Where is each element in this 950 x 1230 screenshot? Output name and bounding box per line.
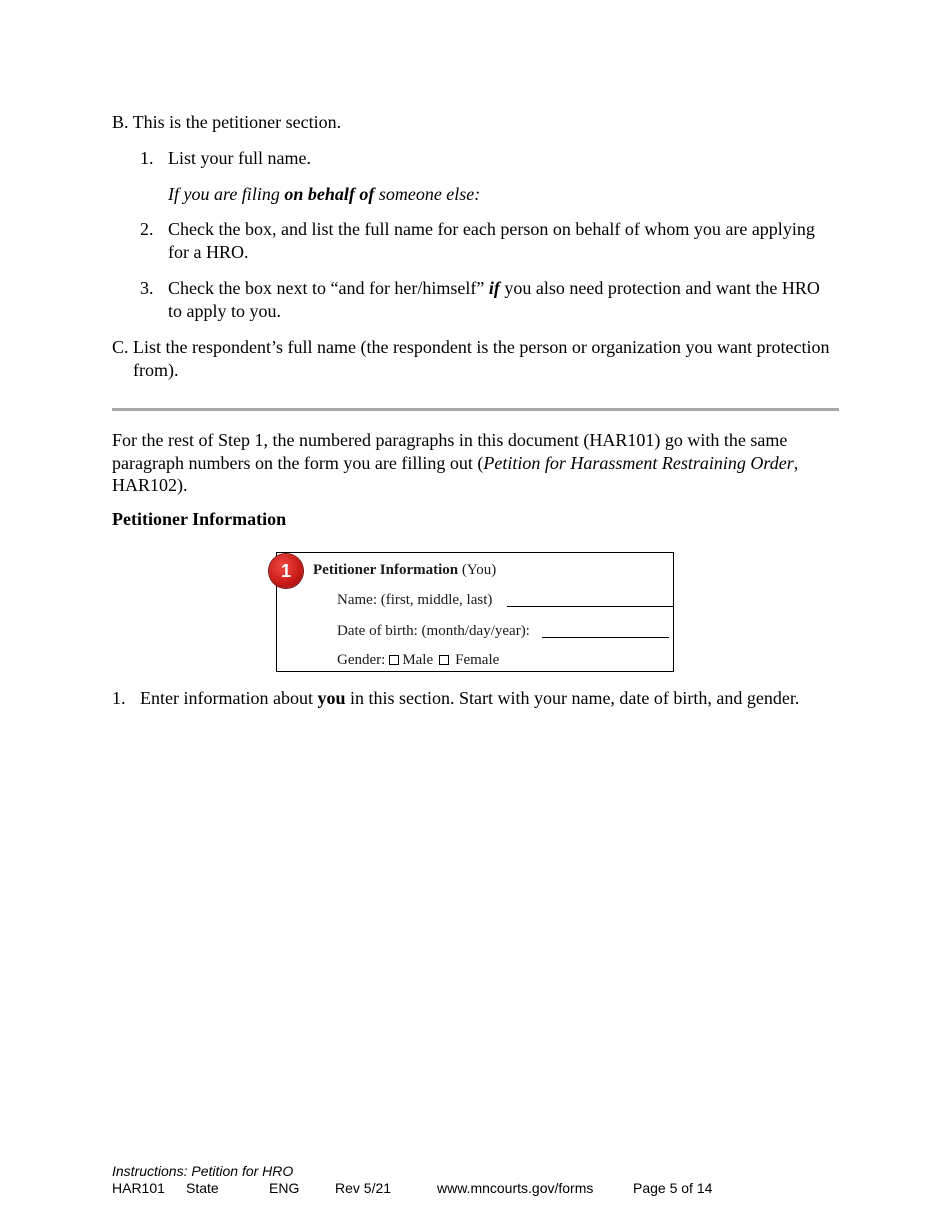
- footer-revision: Rev 5/21: [335, 1180, 392, 1196]
- intro-line2-post: ,: [793, 453, 799, 473]
- footer-page-number: Page 5 of 14: [633, 1180, 713, 1196]
- item-3-line1-post: you also need protection and want the HRO: [499, 278, 820, 298]
- footer-form-id: HAR101: [112, 1180, 165, 1196]
- form-snippet-title-rest: (You): [458, 562, 497, 578]
- item-3-number: 3.: [140, 278, 154, 298]
- instruction-1-text: [140, 687, 799, 710]
- item-2-number: 2.: [140, 219, 154, 239]
- item-3-line1-pre: Check the box next to “and for her/himself”: [168, 278, 489, 298]
- item-2-line1: Check the box, and list the full name for each person on behalf of whom you are applying: [168, 219, 815, 239]
- intro-line2-pre: paragraph numbers on the form you are filling out (: [112, 453, 484, 473]
- intro-line3: HAR102).: [112, 475, 188, 495]
- female-checkbox-icon: [439, 655, 449, 665]
- form-snippet-title: [313, 561, 496, 579]
- form-gender-label: Gender:: [337, 652, 386, 668]
- instruction-1-pre: Enter information about: [140, 688, 318, 708]
- form-name-line: [507, 606, 674, 607]
- form-gender-row: [337, 651, 499, 669]
- form-gender-male: Male: [402, 652, 434, 668]
- intro-line2: [112, 452, 798, 475]
- male-checkbox-icon: [389, 655, 399, 665]
- item-3-line2: to apply to you.: [168, 301, 281, 321]
- form-snippet-title-bold: Petitioner Information: [313, 562, 459, 578]
- form-dob-label: Date of birth: (month/day/year):: [337, 623, 530, 639]
- form-name-label: Name: (first, middle, last): [337, 592, 493, 608]
- item-1-text: List your full name.: [168, 148, 311, 168]
- form-gender-female: Female: [455, 652, 500, 668]
- item-3-line1-bold: if: [488, 278, 500, 298]
- footer-language: ENG: [269, 1180, 300, 1196]
- instruction-1-bold: you: [317, 688, 346, 708]
- footer-url[interactable]: www.mncourts.gov/forms: [437, 1180, 594, 1196]
- instruction-1-number: 1.: [112, 688, 126, 708]
- intro-line1: For the rest of Step 1, the numbered paragraphs in this document (HAR101) go with the same: [112, 430, 788, 450]
- behalf-note-bold: on behalf of: [284, 184, 375, 204]
- behalf-note-pre: If you are filing: [168, 184, 285, 204]
- behalf-note: [168, 183, 480, 206]
- section-c-line1: C. List the respondent’s full name (the respondent is the person or organization you want protection: [112, 337, 830, 357]
- step-1-badge: 1: [269, 554, 303, 588]
- section-b-heading: B. This is the petitioner section.: [112, 112, 342, 132]
- item-3-line1: [168, 277, 820, 300]
- intro-line2-italic: Petition for Harassment Restraining Order: [483, 453, 794, 473]
- form-dob-line: [542, 637, 669, 638]
- item-2-line2: for a HRO.: [168, 242, 249, 262]
- form-snippet: [276, 552, 674, 672]
- section-c-line2: from).: [133, 360, 179, 380]
- instruction-1-post: in this section. Start with your name, date of birth, and gender.: [345, 688, 800, 708]
- footer-title: Instructions: Petition for HRO: [112, 1163, 294, 1179]
- item-1-number: 1.: [140, 148, 154, 168]
- behalf-note-post: someone else:: [374, 184, 481, 204]
- footer-jurisdiction: State: [186, 1180, 219, 1196]
- petitioner-info-heading: Petitioner Information: [112, 509, 287, 529]
- section-divider: [112, 408, 839, 411]
